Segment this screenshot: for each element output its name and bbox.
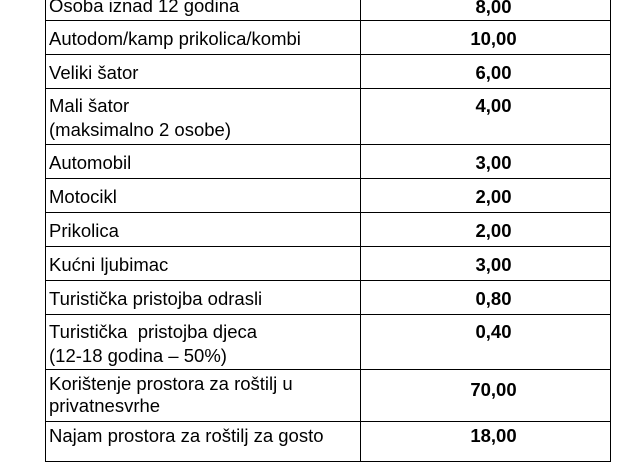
item-price: [361, 281, 611, 315]
item-label: [46, 370, 361, 422]
item-price-text: 10,00: [470, 28, 517, 49]
item-price-text: 2,00: [475, 220, 512, 241]
item-price: [361, 21, 611, 55]
item-price: [361, 247, 611, 281]
price-list: [45, 0, 610, 462]
item-price-text: 0,80: [475, 288, 512, 309]
item-price: [361, 89, 611, 145]
item-label-text: Prikolica: [49, 220, 119, 241]
item-label-text: Turistička pristojba odrasli: [49, 288, 263, 309]
item-price-text: 0,40: [475, 321, 512, 342]
item-price-text: 8,00: [475, 0, 512, 17]
item-price: [361, 145, 611, 179]
item-label: [46, 145, 361, 179]
item-label-text: Turistička pristojba djeca: [49, 321, 258, 342]
item-label-text: Automobil: [49, 152, 132, 173]
item-label-note: (maksimalno 2 osobe): [49, 119, 231, 140]
item-price-text: 4,00: [475, 95, 512, 116]
item-label: [46, 0, 361, 21]
price-table: [45, 0, 611, 462]
table-row: [46, 213, 611, 247]
item-label: [46, 213, 361, 247]
item-label: [46, 315, 361, 370]
table-row: [46, 281, 611, 315]
table-row: [46, 179, 611, 213]
table-row: [46, 370, 611, 422]
item-label-text: Najam prostora za roštilj za gosto: [49, 425, 324, 446]
item-price-text: 6,00: [475, 62, 512, 83]
item-label: [46, 55, 361, 89]
item-label: [46, 247, 361, 281]
item-price-text: 3,00: [475, 254, 512, 275]
item-label-text: Motocikl: [49, 186, 117, 207]
item-price-text: 2,00: [475, 186, 512, 207]
item-price: [361, 55, 611, 89]
item-label-note: (12-18 godina – 50%): [49, 345, 227, 366]
item-price-text: 3,00: [475, 152, 512, 173]
item-label-text: Autodom/kamp prikolica/kombi: [49, 28, 301, 49]
table-row: [46, 21, 611, 55]
item-label-text: Veliki šator: [49, 62, 139, 83]
item-price-text: 18,00: [470, 425, 517, 446]
table-row: [46, 315, 611, 370]
item-price: [361, 370, 611, 422]
item-label: [46, 89, 361, 145]
item-price: [361, 315, 611, 370]
item-price: [361, 179, 611, 213]
item-label: [46, 281, 361, 315]
item-label-text: Korištenje prostora za roštilj u: [49, 373, 293, 394]
item-label: [46, 179, 361, 213]
item-price: [361, 213, 611, 247]
item-label-note: privatnesvrhe: [49, 395, 161, 416]
table-row: [46, 145, 611, 179]
item-price: [361, 422, 611, 462]
item-label: [46, 21, 361, 55]
item-price: [361, 0, 611, 21]
table-row: [46, 422, 611, 462]
item-label-text: Mali šator: [49, 95, 130, 116]
table-row: [46, 55, 611, 89]
table-row: [46, 0, 611, 21]
item-label-text: Kućni ljubimac: [49, 254, 169, 275]
table-row: [46, 89, 611, 145]
item-label: [46, 422, 361, 462]
item-price-text: 70,00: [470, 379, 517, 400]
table-row: [46, 247, 611, 281]
item-label-text: Osoba iznad 12 godina: [49, 0, 240, 16]
